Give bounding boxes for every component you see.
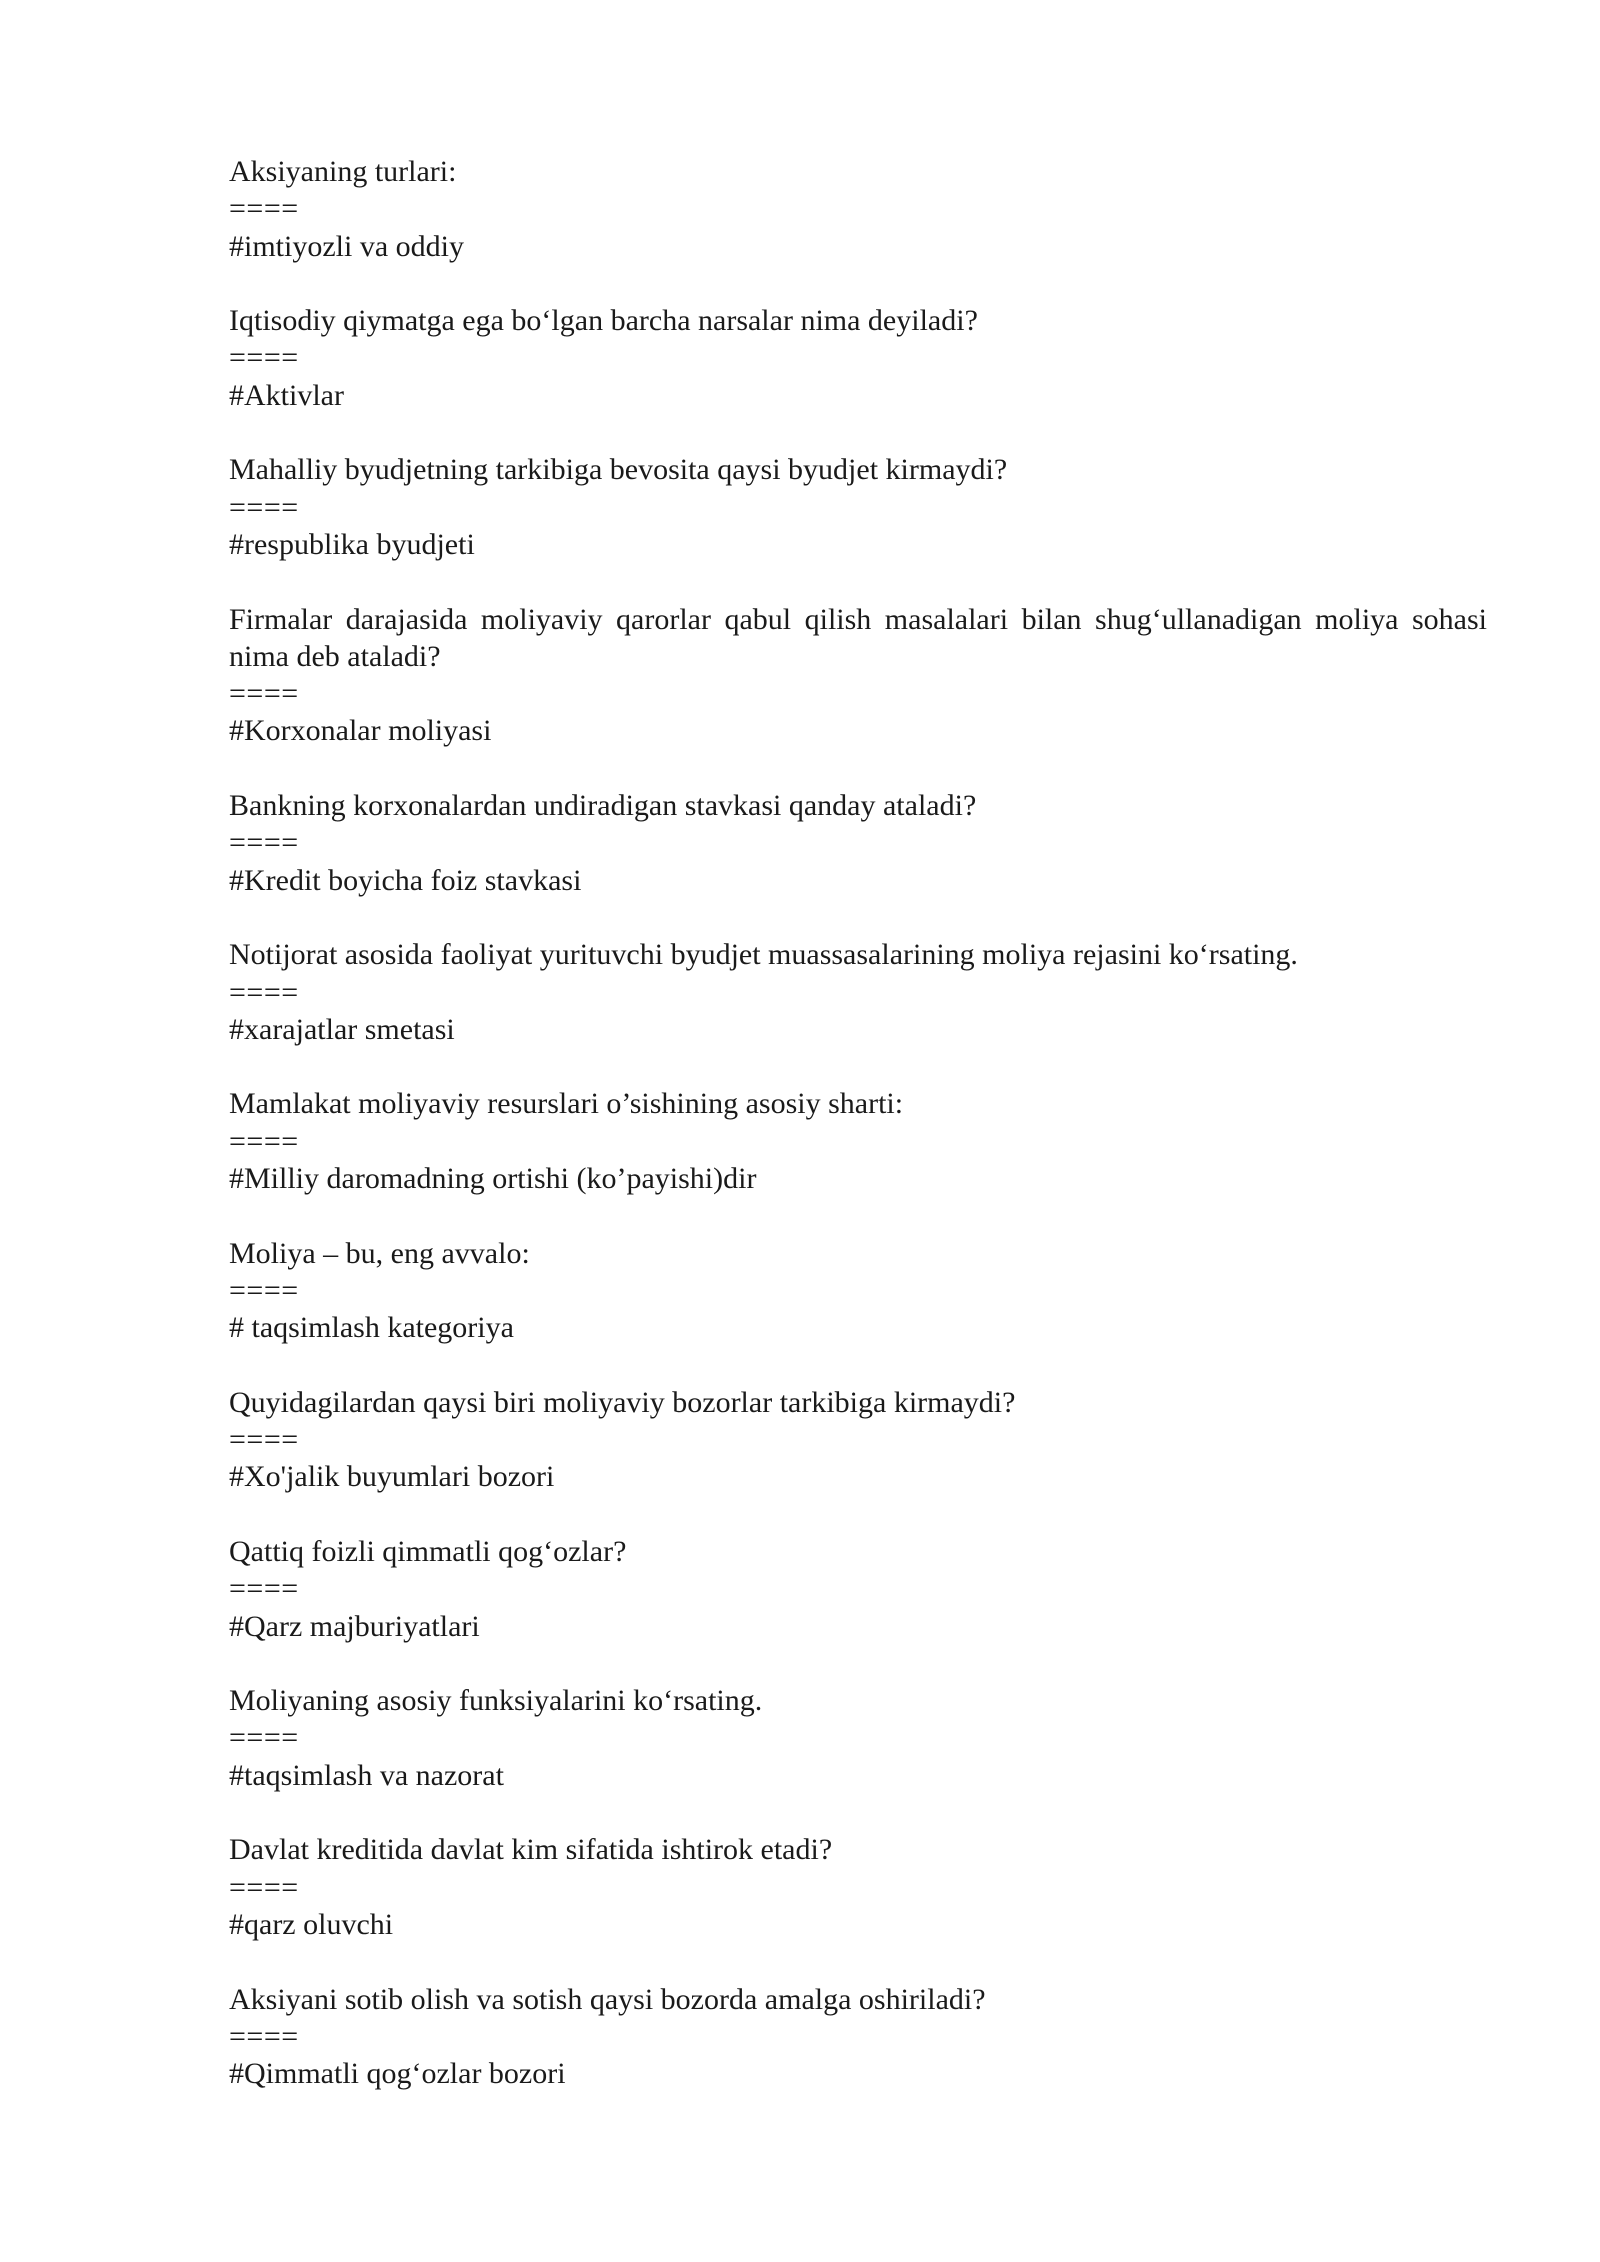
- question-text: Mamlakat moliyaviy resurslari o’sishining asosiy sharti:: [229, 1087, 904, 1121]
- answer-text: #Qarz majburiyatlari: [229, 1609, 480, 1643]
- separator-line: ====: [229, 1124, 299, 1158]
- separator-line: ====: [229, 826, 299, 860]
- qa-item: [229, 1384, 1487, 1496]
- answer-text: #Milliy daromadning ortishi (ko’payishi)dir: [229, 1162, 757, 1196]
- separator-line: ====: [229, 2019, 299, 2053]
- qa-item: [229, 787, 1487, 899]
- separator-line: ====: [229, 975, 299, 1009]
- separator-line: ====: [229, 677, 299, 711]
- question-text: Mahalliy byudjetning tarkibiga bevosita qaysi byudjet kirmaydi?: [229, 453, 1008, 487]
- separator-line: ====: [229, 1423, 299, 1457]
- answer-text: #xarajatlar smetasi: [229, 1012, 455, 1046]
- answer-text: #qarz oluvchi: [229, 1907, 394, 1941]
- answer-text: #Korxonalar moliyasi: [229, 714, 492, 748]
- answer-text: #Kredit boyicha foiz stavkasi: [229, 863, 582, 897]
- answer-text: # taqsimlash kategoriya: [229, 1311, 514, 1345]
- document-content: [229, 153, 1487, 2130]
- answer-text: #taqsimlash va nazorat: [229, 1758, 504, 1792]
- qa-item: [229, 302, 1487, 414]
- qa-item: [229, 1682, 1487, 1794]
- question-text: Moliyaning asosiy funksiyalarini ko‘rsating.: [229, 1684, 763, 1718]
- answer-text: #Xo'jalik buyumlari bozori: [229, 1460, 555, 1494]
- separator-line: ====: [229, 1273, 299, 1307]
- separator-line: ====: [229, 341, 299, 375]
- separator-line: ====: [229, 490, 299, 524]
- separator-line: ====: [229, 192, 299, 226]
- answer-text: #imtiyozli va oddiy: [229, 229, 464, 263]
- question-text: Bankning korxonalardan undiradigan stavkasi qanday ataladi?: [229, 789, 977, 823]
- qa-item: [229, 451, 1487, 563]
- qa-item: [229, 153, 1487, 265]
- answer-text: #Aktivlar: [229, 378, 344, 412]
- question-text: Firmalar darajasida moliyaviy qarorlar qabul qilish masalalari bilan shug‘ullanadigan moliya sohasi nima deb ataladi?: [229, 602, 1487, 673]
- question-text: Aksiyaning turlari:: [229, 155, 457, 188]
- qa-item: [229, 1085, 1487, 1197]
- question-text: Moliya – bu, eng avvalo:: [229, 1236, 530, 1270]
- qa-item: [229, 601, 1487, 750]
- qa-item: [229, 1533, 1487, 1645]
- question-text: Aksiyani sotib olish va sotish qaysi bozorda amalga oshiriladi?: [229, 1982, 986, 2016]
- question-text: Davlat kreditida davlat kim sifatida ishtirok etadi?: [229, 1833, 833, 1867]
- answer-text: #respublika byudjeti: [229, 527, 475, 561]
- qa-item: [229, 1981, 1487, 2093]
- qa-item: [229, 1831, 1487, 1943]
- separator-line: ====: [229, 1572, 299, 1606]
- question-text: Iqtisodiy qiymatga ega bo‘lgan barcha narsalar nima deyiladi?: [229, 304, 978, 338]
- question-text: Notijorat asosida faoliyat yurituvchi byudjet muassasalarining moliya rejasini ko‘rsating.: [229, 938, 1298, 972]
- question-text: Quyidagilardan qaysi biri moliyaviy bozorlar tarkibiga kirmaydi?: [229, 1385, 1016, 1419]
- qa-item: [229, 936, 1487, 1048]
- qa-item: [229, 1235, 1487, 1347]
- question-text: Qattiq foizli qimmatli qog‘ozlar?: [229, 1534, 627, 1568]
- separator-line: ====: [229, 1870, 299, 1904]
- answer-text: #Qimmatli qog‘ozlar bozori: [229, 2057, 566, 2091]
- separator-line: ====: [229, 1721, 299, 1755]
